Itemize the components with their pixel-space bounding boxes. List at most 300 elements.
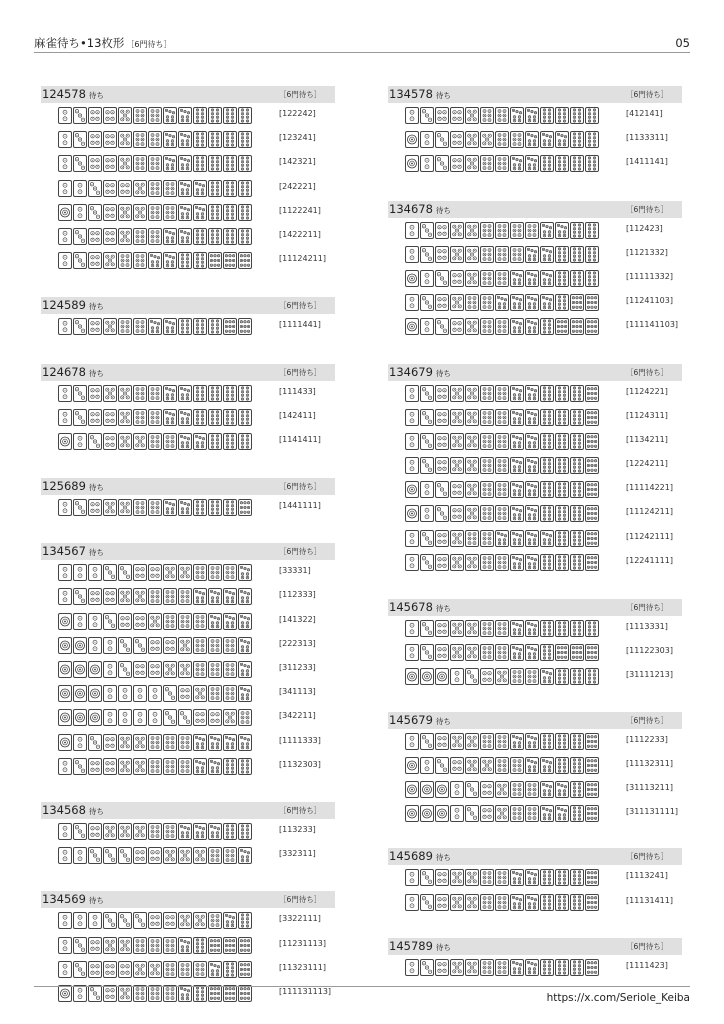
pin-tile-3-icon: [73, 823, 87, 840]
tile-set: [58, 588, 253, 605]
pin-tile-8-icon: [570, 554, 584, 571]
pin-tile-5-icon: [223, 709, 237, 726]
pin-tile-3-icon: [88, 204, 102, 221]
pin-tile-2-icon: [450, 781, 464, 798]
pin-tile-7-icon: [163, 499, 177, 516]
pin-tile-5-icon: [163, 847, 177, 864]
pin-tile-7-icon: [525, 481, 539, 498]
pin-tile-8-icon: [585, 620, 599, 637]
pin-tile-7-icon: [238, 588, 252, 605]
tile-set: [58, 961, 253, 978]
page-number: 05: [675, 36, 690, 50]
pin-tile-6-icon: [208, 847, 222, 864]
pin-tile-8-icon: [570, 894, 584, 911]
pin-tile-9-icon: [585, 894, 599, 911]
pin-tile-4-icon: [88, 228, 102, 245]
hand-row: [388, 314, 682, 338]
pin-tile-6-icon: [480, 894, 494, 911]
pin-tile-8-icon: [570, 246, 584, 263]
hand-code: [11241103]: [626, 296, 673, 306]
pin-tile-5-icon: [495, 668, 509, 685]
tile-set: [58, 637, 253, 654]
pin-tile-3-icon: [435, 270, 449, 287]
pin-tile-2-icon: [133, 709, 147, 726]
wait-group: [41, 478, 335, 519]
pin-tile-3-icon: [88, 433, 102, 450]
pin-tile-5-icon: [178, 637, 192, 654]
pin-tile-5-icon: [450, 409, 464, 426]
pin-tile-7-icon: [525, 530, 539, 547]
pin-tile-7-icon: [223, 912, 237, 929]
pin-tile-7-icon: [525, 107, 539, 124]
pin-tile-7-icon: [510, 155, 524, 172]
pin-tile-7-icon: [148, 318, 162, 335]
pin-tile-5-icon: [465, 246, 479, 263]
pin-tile-8-icon: [540, 894, 554, 911]
pin-tile-3-icon: [73, 588, 87, 605]
pin-tile-7-icon: [525, 505, 539, 522]
pin-tile-5-icon: [193, 912, 207, 929]
pin-tile-7-icon: [148, 252, 162, 269]
group-wait-tag: ［6門待ち］: [279, 482, 322, 492]
pin-tile-5-icon: [148, 961, 162, 978]
pin-tile-5-icon: [118, 937, 132, 954]
hand-code: [1111333]: [279, 735, 321, 745]
tile-set: [58, 661, 253, 678]
pin-tile-5-icon: [118, 228, 132, 245]
tile-set: [58, 409, 253, 426]
pin-tile-5-icon: [133, 823, 147, 840]
pin-tile-9-icon: [585, 554, 599, 571]
pin-tile-5-icon: [465, 733, 479, 750]
group-suffix: 待ち: [88, 483, 104, 493]
pin-tile-3-icon: [88, 985, 102, 1002]
pin-tile-8-icon: [570, 107, 584, 124]
pin-tile-8-icon: [238, 409, 252, 426]
group-wait-tag: ［6門待ち］: [279, 547, 322, 557]
hand-row: [41, 248, 335, 272]
tile-set: [58, 228, 253, 245]
pin-tile-6-icon: [193, 564, 207, 581]
pin-tile-7-icon: [163, 228, 177, 245]
pin-tile-6-icon: [495, 959, 509, 976]
pin-tile-5-icon: [465, 270, 479, 287]
pin-tile-5-icon: [118, 823, 132, 840]
pin-tile-8-icon: [238, 758, 252, 775]
tile-set: [58, 252, 253, 269]
pin-tile-5-icon: [103, 385, 117, 402]
pin-tile-6-icon: [148, 204, 162, 221]
pin-tile-6-icon: [495, 107, 509, 124]
hand-code: [11131411]: [626, 895, 673, 905]
wait-group: [388, 201, 682, 339]
group-title: [42, 87, 104, 103]
pin-tile-9-icon: [570, 318, 584, 335]
pin-tile-9-icon: [585, 457, 599, 474]
tile-set: [58, 937, 253, 954]
pin-tile-3-icon: [420, 409, 434, 426]
pin-tile-9-icon: [238, 961, 252, 978]
hand-code: [112333]: [279, 590, 316, 600]
pin-tile-5-icon: [450, 869, 464, 886]
pin-tile-5-icon: [133, 588, 147, 605]
pin-tile-8-icon: [208, 131, 222, 148]
pin-tile-9-icon: [585, 505, 599, 522]
hand-code: [33331]: [279, 566, 311, 576]
pin-tile-2-icon: [405, 385, 419, 402]
pin-tile-8-icon: [223, 433, 237, 450]
group-name: 124678: [42, 364, 86, 379]
pin-tile-7-icon: [525, 318, 539, 335]
pin-tile-5-icon: [103, 318, 117, 335]
pin-tile-6-icon: [480, 530, 494, 547]
pin-tile-6-icon: [133, 318, 147, 335]
pin-tile-9-icon: [585, 409, 599, 426]
pin-tile-7-icon: [510, 644, 524, 661]
pin-tile-4-icon: [148, 564, 162, 581]
group-suffix: 待ち: [435, 853, 451, 863]
pin-tile-7-icon: [540, 757, 554, 774]
pin-tile-3-icon: [163, 709, 177, 726]
pin-tile-4-icon: [133, 661, 147, 678]
pin-tile-4-icon: [103, 409, 117, 426]
hand-code: [122242]: [279, 109, 316, 118]
hand-row: [388, 664, 682, 688]
pin-tile-9-icon: [555, 318, 569, 335]
hand-row: [388, 753, 682, 777]
group-title: [389, 849, 451, 865]
hand-code: [123241]: [279, 133, 316, 143]
pin-tile-8-icon: [223, 107, 237, 124]
tile-set: [58, 823, 253, 840]
pin-tile-2-icon: [58, 252, 72, 269]
pin-tile-6-icon: [223, 685, 237, 702]
pin-tile-6-icon: [148, 180, 162, 197]
group-title: [42, 479, 104, 495]
group-suffix: 待ち: [88, 896, 104, 906]
pin-tile-8-icon: [555, 155, 569, 172]
pin-tile-2-icon: [420, 505, 434, 522]
pin-tile-9-icon: [570, 644, 584, 661]
wait-group: [41, 86, 335, 272]
pin-tile-4-icon: [148, 637, 162, 654]
pin-tile-6-icon: [480, 270, 494, 287]
wait-group: [41, 802, 335, 867]
pin-tile-5-icon: [465, 457, 479, 474]
group-name: 134678: [389, 201, 433, 216]
group-header: [388, 938, 682, 955]
group-name: 134569: [42, 892, 86, 907]
tile-set: [405, 781, 600, 798]
tile-set: [405, 385, 600, 402]
pin-tile-3-icon: [88, 180, 102, 197]
pin-tile-8-icon: [208, 155, 222, 172]
pin-tile-6-icon: [480, 457, 494, 474]
wait-group: [41, 891, 335, 1005]
pin-tile-6-icon: [178, 613, 192, 630]
pin-tile-8-icon: [570, 530, 584, 547]
pin-tile-4-icon: [133, 564, 147, 581]
hand-code: [1112233]: [626, 734, 668, 744]
pin-tile-8-icon: [555, 757, 569, 774]
pin-tile-4-icon: [435, 385, 449, 402]
pin-tile-5-icon: [465, 433, 479, 450]
pin-tile-4-icon: [435, 530, 449, 547]
hand-row: [41, 560, 335, 584]
pin-tile-6-icon: [495, 733, 509, 750]
pin-tile-5-icon: [465, 481, 479, 498]
tile-set: [58, 613, 253, 630]
pin-tile-2-icon: [405, 959, 419, 976]
pin-tile-8-icon: [555, 554, 569, 571]
pin-tile-8-icon: [540, 644, 554, 661]
pin-tile-7-icon: [510, 318, 524, 335]
pin-tile-8-icon: [238, 228, 252, 245]
pin-tile-4-icon: [435, 894, 449, 911]
pin-tile-7-icon: [510, 481, 524, 498]
group-wait-tag: ［6門待ち］: [626, 852, 669, 862]
pin-tile-1-icon: [88, 661, 102, 678]
pin-tile-9-icon: [208, 985, 222, 1002]
pin-tile-2-icon: [88, 637, 102, 654]
pin-tile-3-icon: [420, 959, 434, 976]
pin-tile-7-icon: [178, 433, 192, 450]
group-suffix: 待ち: [435, 942, 451, 952]
pin-tile-6-icon: [495, 894, 509, 911]
pin-tile-7-icon: [510, 554, 524, 571]
pin-tile-7-icon: [193, 734, 207, 751]
pin-tile-6-icon: [163, 734, 177, 751]
pin-tile-5-icon: [163, 564, 177, 581]
pin-tile-1-icon: [88, 685, 102, 702]
pin-tile-1-icon: [73, 661, 87, 678]
hand-code: [142321]: [279, 157, 316, 167]
pin-tile-2-icon: [405, 530, 419, 547]
pin-tile-4-icon: [88, 131, 102, 148]
pin-tile-3-icon: [73, 961, 87, 978]
pin-tile-3-icon: [420, 894, 434, 911]
group-name: 124589: [42, 298, 86, 313]
hand-row: [41, 200, 335, 224]
pin-tile-8-icon: [570, 505, 584, 522]
pin-tile-4-icon: [435, 457, 449, 474]
pin-tile-7-icon: [208, 961, 222, 978]
pin-tile-6-icon: [163, 433, 177, 450]
pin-tile-8-icon: [555, 869, 569, 886]
hand-code: [1441111]: [279, 501, 321, 511]
group-title: [42, 544, 104, 560]
pin-tile-8-icon: [555, 294, 569, 311]
pin-tile-1-icon: [88, 709, 102, 726]
pin-tile-6-icon: [133, 937, 147, 954]
pin-tile-4-icon: [450, 270, 464, 287]
hand-code: [11242111]: [626, 531, 673, 541]
pin-tile-2-icon: [420, 318, 434, 335]
pin-tile-7-icon: [510, 530, 524, 547]
pin-tile-3-icon: [73, 409, 87, 426]
pin-tile-4-icon: [133, 613, 147, 630]
hand-code: [11114221]: [626, 483, 673, 493]
pin-tile-2-icon: [405, 869, 419, 886]
hand-row: [41, 429, 335, 453]
pin-tile-8-icon: [208, 180, 222, 197]
pin-tile-8-icon: [585, 270, 599, 287]
pin-tile-8-icon: [223, 131, 237, 148]
pin-tile-7-icon: [193, 588, 207, 605]
pin-tile-3-icon: [420, 620, 434, 637]
hand-row: [388, 103, 682, 127]
pin-tile-6-icon: [133, 107, 147, 124]
group-title: [42, 803, 104, 819]
pin-tile-6-icon: [208, 637, 222, 654]
pin-tile-9-icon: [585, 644, 599, 661]
pin-tile-4-icon: [88, 588, 102, 605]
pin-tile-1-icon: [58, 433, 72, 450]
pin-tile-5-icon: [118, 385, 132, 402]
tile-set: [405, 805, 600, 822]
tile-set: [405, 222, 600, 239]
pin-tile-8-icon: [555, 385, 569, 402]
pin-tile-3-icon: [435, 757, 449, 774]
group-name: 134567: [42, 544, 86, 559]
hand-code: [332311]: [279, 849, 316, 859]
pin-tile-7-icon: [540, 530, 554, 547]
pin-tile-2-icon: [420, 757, 434, 774]
footer-url: https://x.com/Seriole_Keiba: [546, 992, 690, 1004]
pin-tile-8-icon: [570, 155, 584, 172]
pin-tile-2-icon: [73, 433, 87, 450]
pin-tile-8-icon: [540, 620, 554, 637]
group-header: [388, 712, 682, 729]
hand-code: [1133311]: [626, 133, 668, 143]
pin-tile-8-icon: [238, 155, 252, 172]
pin-tile-7-icon: [163, 409, 177, 426]
pin-tile-8-icon: [223, 155, 237, 172]
pin-tile-2-icon: [405, 644, 419, 661]
pin-tile-8-icon: [570, 805, 584, 822]
pin-tile-5-icon: [103, 823, 117, 840]
pin-tile-4-icon: [88, 385, 102, 402]
pin-tile-8-icon: [555, 733, 569, 750]
hand-row: [388, 405, 682, 429]
wait-group: [388, 364, 682, 575]
pin-tile-8-icon: [540, 155, 554, 172]
pin-tile-6-icon: [510, 805, 524, 822]
pin-tile-8-icon: [570, 757, 584, 774]
tile-set: [58, 318, 253, 335]
pin-tile-7-icon: [178, 937, 192, 954]
hand-code: [11323111]: [279, 962, 326, 972]
pin-tile-5-icon: [148, 613, 162, 630]
group-suffix: 待ち: [435, 604, 451, 613]
hand-row: [41, 730, 335, 754]
pin-tile-5-icon: [133, 433, 147, 450]
pin-tile-5-icon: [118, 155, 132, 172]
pin-tile-5-icon: [103, 252, 117, 269]
pin-tile-2-icon: [118, 709, 132, 726]
pin-tile-2-icon: [148, 709, 162, 726]
pin-tile-2-icon: [73, 847, 87, 864]
pin-tile-3-icon: [73, 252, 87, 269]
pin-tile-6-icon: [495, 620, 509, 637]
pin-tile-4-icon: [88, 499, 102, 516]
pin-tile-6-icon: [480, 869, 494, 886]
pin-tile-6-icon: [193, 961, 207, 978]
group-suffix: 待ち: [435, 91, 451, 100]
pin-tile-5-icon: [178, 564, 192, 581]
pin-tile-8-icon: [238, 433, 252, 450]
pin-tile-9-icon: [223, 937, 237, 954]
pin-tile-8-icon: [570, 620, 584, 637]
tile-set: [405, 869, 600, 886]
pin-tile-7-icon: [193, 433, 207, 450]
pin-tile-4-icon: [88, 155, 102, 172]
pin-tile-6-icon: [223, 637, 237, 654]
right-column: [388, 86, 682, 979]
pin-tile-3-icon: [118, 637, 132, 654]
pin-tile-4-icon: [435, 433, 449, 450]
pin-tile-1-icon: [58, 204, 72, 221]
pin-tile-5-icon: [465, 409, 479, 426]
pin-tile-7-icon: [208, 734, 222, 751]
pin-tile-6-icon: [495, 270, 509, 287]
pin-tile-6-icon: [148, 409, 162, 426]
pin-tile-7-icon: [540, 668, 554, 685]
pin-tile-5-icon: [465, 107, 479, 124]
hand-row: [388, 151, 682, 175]
pin-tile-7-icon: [525, 757, 539, 774]
pin-tile-6-icon: [163, 613, 177, 630]
pin-tile-1-icon: [420, 668, 434, 685]
pin-tile-4-icon: [103, 131, 117, 148]
pin-tile-8-icon: [570, 733, 584, 750]
pin-tile-2-icon: [73, 204, 87, 221]
tile-set: [405, 318, 600, 335]
hand-row: [388, 477, 682, 501]
pin-tile-8-icon: [238, 385, 252, 402]
pin-tile-8-icon: [238, 912, 252, 929]
footer-divider: [34, 986, 690, 987]
pin-tile-4-icon: [435, 222, 449, 239]
hand-row: [41, 819, 335, 843]
pin-tile-7-icon: [178, 409, 192, 426]
pin-tile-6-icon: [525, 805, 539, 822]
pin-tile-7-icon: [510, 270, 524, 287]
pin-tile-3-icon: [73, 228, 87, 245]
pin-tile-9-icon: [208, 252, 222, 269]
pin-tile-7-icon: [510, 385, 524, 402]
tile-set: [405, 620, 600, 637]
pin-tile-8-icon: [193, 155, 207, 172]
pin-tile-4-icon: [118, 961, 132, 978]
pin-tile-8-icon: [193, 252, 207, 269]
pin-tile-3-icon: [118, 564, 132, 581]
pin-tile-2-icon: [450, 805, 464, 822]
pin-tile-7-icon: [178, 385, 192, 402]
pin-tile-3-icon: [118, 661, 132, 678]
pin-tile-6-icon: [495, 644, 509, 661]
pin-tile-6-icon: [148, 758, 162, 775]
hand-row: [388, 729, 682, 753]
pin-tile-2-icon: [450, 668, 464, 685]
pin-tile-4-icon: [450, 505, 464, 522]
pin-tile-4-icon: [148, 912, 162, 929]
pin-tile-7-icon: [178, 499, 192, 516]
pin-tile-4-icon: [103, 588, 117, 605]
pin-tile-7-icon: [193, 204, 207, 221]
pin-tile-3-icon: [73, 499, 87, 516]
pin-tile-6-icon: [148, 985, 162, 1002]
